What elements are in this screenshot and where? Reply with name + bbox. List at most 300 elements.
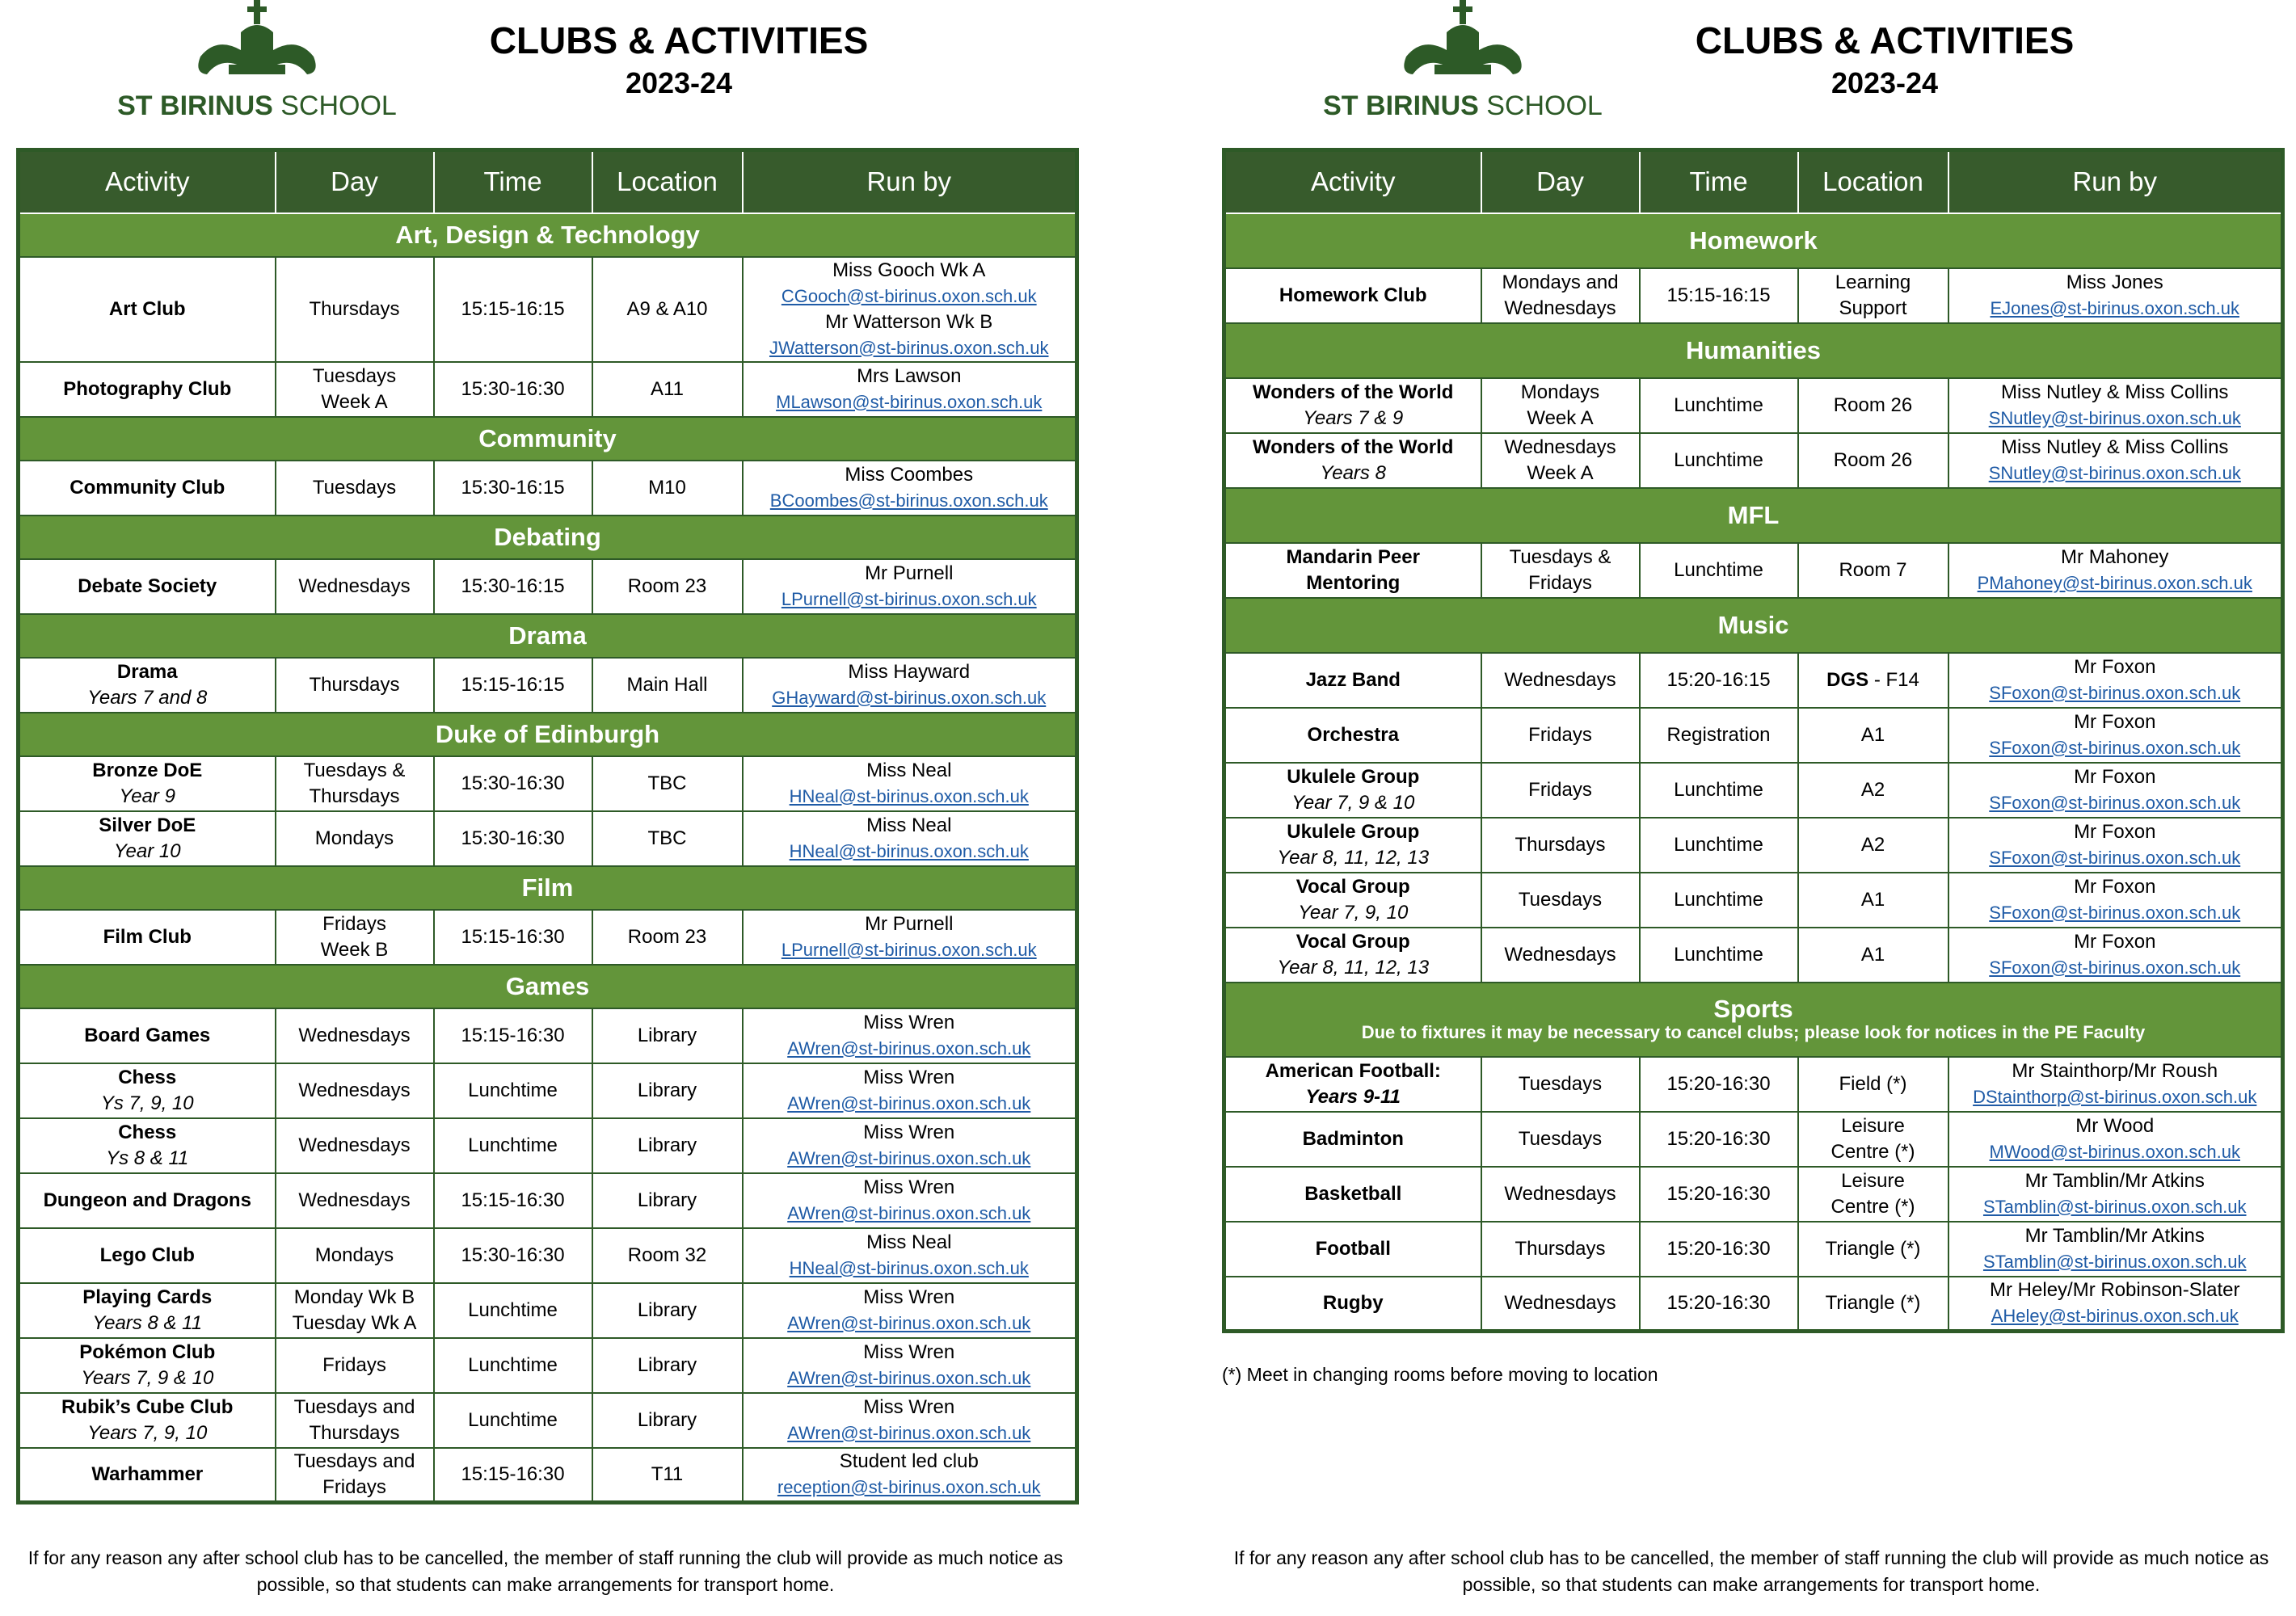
- school-name-bold: ST BIRINUS: [117, 90, 273, 121]
- location-text: M10: [648, 476, 686, 499]
- staff-email-link[interactable]: STamblin@st-birinus.oxon.sch.uk: [1982, 1196, 2247, 1217]
- table-row: [1224, 818, 2283, 873]
- staff-email-link[interactable]: SNutley@st-birinus.oxon.sch.uk: [1988, 407, 2241, 428]
- day-cell: Thursdays: [1481, 1222, 1640, 1277]
- activity-year-group: Years 7 & 9: [1303, 406, 1404, 429]
- time-cell: 15:20-16:30: [1640, 1277, 1798, 1332]
- category-label: Homework: [1689, 225, 1818, 255]
- staff-name: Miss Nutley & Miss Collins: [2001, 381, 2229, 403]
- staff-name: Mr Foxon: [2074, 710, 2156, 733]
- location-cell: [592, 1008, 743, 1063]
- location-cell: [592, 1448, 743, 1503]
- location-text: A9 & A10: [626, 297, 708, 320]
- activity-name: Homework Club: [1279, 284, 1427, 306]
- time-cell: 15:15-16:30: [434, 1173, 592, 1228]
- staff-email-link[interactable]: LPurnell@st-birinus.oxon.sch.uk: [781, 588, 1037, 609]
- time-cell: 15:15-16:30: [434, 910, 592, 965]
- category-label: MFL: [1727, 500, 1780, 529]
- staff-name: Mr Foxon: [2074, 765, 2156, 788]
- activity-cell: [1224, 928, 1481, 983]
- header-day: Day: [1481, 150, 1640, 213]
- category-row: [1224, 488, 2283, 543]
- location-cell: [592, 461, 743, 516]
- activity-year-group: Years 7, 9 & 10: [81, 1366, 214, 1389]
- header-time: Time: [434, 150, 592, 213]
- activity-name: Chess: [118, 1066, 177, 1088]
- page-right: [1222, 0, 2281, 1616]
- run-by-cell: [1948, 1057, 2283, 1112]
- run-by-cell: [743, 1228, 1077, 1283]
- category-label: Art, Design & Technology: [395, 220, 700, 249]
- run-by-cell: [743, 756, 1077, 811]
- staff-email-link[interactable]: PMahoney@st-birinus.oxon.sch.uk: [1977, 572, 2252, 593]
- activity-cell: [19, 257, 276, 362]
- time-cell: 15:30-16:15: [434, 559, 592, 614]
- activity-name: Jazz Band: [1305, 668, 1401, 691]
- activity-cell: [1224, 543, 1481, 598]
- time-cell: Lunchtime: [1640, 818, 1798, 873]
- table-row: [19, 658, 1077, 713]
- category-label: Drama: [508, 621, 587, 650]
- activity-cell: [19, 1283, 276, 1338]
- time-cell: 15:30-16:15: [434, 461, 592, 516]
- schedule-table-left: [16, 148, 1079, 1504]
- page-header: [1222, 0, 2281, 145]
- day-cell: Thursdays: [1481, 818, 1640, 873]
- activity-name: Wonders of the World: [1253, 436, 1454, 458]
- run-by-cell: [1948, 378, 2283, 433]
- activity-year-group: Year 8, 11, 12, 13: [1277, 846, 1430, 869]
- day-cell: Tuesdays and Thursdays: [276, 1393, 434, 1448]
- staff-email-link[interactable]: SFoxon@st-birinus.oxon.sch.uk: [1989, 682, 2241, 703]
- location-cell: [592, 1173, 743, 1228]
- table-row: [1224, 653, 2283, 708]
- activity-cell: [1224, 378, 1481, 433]
- time-cell: 15:20-16:30: [1640, 1222, 1798, 1277]
- category-row: [19, 965, 1077, 1008]
- staff-email-link[interactable]: reception@st-birinus.oxon.sch.uk: [777, 1476, 1041, 1497]
- activity-name: Community Club: [70, 476, 225, 499]
- activity-cell: [19, 559, 276, 614]
- location-cell: [1798, 653, 1948, 708]
- activity-cell: [1224, 433, 1481, 488]
- header-location: Location: [592, 150, 743, 213]
- table-row: [19, 1338, 1077, 1393]
- time-cell: Registration: [1640, 708, 1798, 763]
- day-cell: Wednesdays Week A: [1481, 433, 1640, 488]
- location-text: A1: [1860, 723, 1885, 746]
- location-text: TBC: [647, 772, 687, 794]
- time-cell: 15:30-16:30: [434, 756, 592, 811]
- page-left: [16, 0, 1075, 1616]
- day-cell: Tuesdays and Fridays: [276, 1448, 434, 1503]
- activity-name: Mandarin Peer Mentoring: [1286, 545, 1420, 594]
- time-cell: Lunchtime: [434, 1338, 592, 1393]
- staff-email-link[interactable]: BCoombes@st-birinus.oxon.sch.uk: [769, 490, 1048, 511]
- category-label: Music: [1717, 610, 1789, 639]
- mitre-crest-icon: [184, 0, 330, 89]
- run-by-cell: [1948, 653, 2283, 708]
- activity-name: Vocal Group: [1295, 930, 1410, 953]
- staff-name: Miss Wren: [863, 1176, 955, 1198]
- location-building: DGS: [1826, 668, 1869, 691]
- location-cell: [592, 1063, 743, 1118]
- staff-email-link[interactable]: SFoxon@st-birinus.oxon.sch.uk: [1989, 847, 2241, 868]
- run-by-cell: [1948, 1277, 2283, 1332]
- activity-name: Warhammer: [91, 1462, 204, 1485]
- header-activity: Activity: [19, 150, 276, 213]
- location-cell: [592, 1228, 743, 1283]
- location-cell: [592, 362, 743, 417]
- activity-cell: [1224, 1222, 1481, 1277]
- run-by-cell: [743, 362, 1077, 417]
- time-cell: 15:20-16:30: [1640, 1112, 1798, 1167]
- activity-name: Playing Cards: [82, 1286, 213, 1308]
- time-cell: Lunchtime: [1640, 543, 1798, 598]
- table-row: [1224, 763, 2283, 818]
- staff-name: Miss Neal: [866, 814, 952, 836]
- table-row: [19, 811, 1077, 866]
- location-text: Room 26: [1833, 393, 1913, 416]
- activity-name: Pokémon Club: [79, 1340, 216, 1363]
- activity-cell: [1224, 653, 1481, 708]
- location-text: Leisure Centre (*): [1830, 1169, 1915, 1218]
- run-by-cell: [1948, 543, 2283, 598]
- category-row: [1224, 213, 2283, 268]
- staff-name: Miss Wren: [863, 1121, 955, 1143]
- table-row: [19, 1283, 1077, 1338]
- staff-name: Miss Neal: [866, 759, 952, 781]
- staff-name: Miss Jones: [2066, 271, 2163, 293]
- activity-year-group: Years 7, 9, 10: [87, 1421, 208, 1444]
- time-cell: Lunchtime: [1640, 433, 1798, 488]
- staff-name: Mr Tamblin/Mr Atkins: [2024, 1169, 2205, 1192]
- time-cell: 15:15-16:30: [434, 1448, 592, 1503]
- staff-name: Mr Tamblin/Mr Atkins: [2024, 1224, 2205, 1247]
- time-cell: Lunchtime: [1640, 378, 1798, 433]
- activity-cell: [19, 1063, 276, 1118]
- activity-name: Art Club: [108, 297, 186, 320]
- run-by-cell: [743, 461, 1077, 516]
- activity-name: American Football:: [1265, 1059, 1441, 1082]
- table-row: [19, 257, 1077, 362]
- location-cell: [1798, 708, 1948, 763]
- day-cell: Monday Wk B Tuesday Wk A: [276, 1283, 434, 1338]
- activity-cell: [19, 1228, 276, 1283]
- location-cell: [592, 811, 743, 866]
- location-text: Room 23: [627, 574, 707, 597]
- location-text: Library: [637, 1298, 697, 1321]
- run-by-cell: [743, 1393, 1077, 1448]
- staff-email-link[interactable]: SFoxon@st-birinus.oxon.sch.uk: [1989, 737, 2241, 758]
- staff-email-link[interactable]: MWood@st-birinus.oxon.sch.uk: [1989, 1141, 2240, 1162]
- staff-name: Mr Wood: [2075, 1114, 2155, 1137]
- activity-cell: [19, 1393, 276, 1448]
- staff-name: Mr Heley/Mr Robinson-Slater: [1990, 1278, 2240, 1301]
- staff-name: Miss Neal: [866, 1231, 952, 1253]
- run-by-cell: [1948, 268, 2283, 323]
- time-cell: 15:20-16:15: [1640, 653, 1798, 708]
- table-row: [19, 1008, 1077, 1063]
- header-location: Location: [1798, 150, 1948, 213]
- cancellation-footnote: If for any reason any after school club has to be cancelled, the member of staff running the club will provide as much notice as possible, so that students can make arrangements for transport home.: [1233, 1547, 2269, 1595]
- table-row: [19, 756, 1077, 811]
- school-name-rest: SCHOOL: [1478, 90, 1603, 121]
- location-cell: [1798, 873, 1948, 928]
- location-cell: [1798, 1167, 1948, 1222]
- staff-name: Student led club: [839, 1450, 979, 1472]
- run-by-cell: [743, 257, 1077, 362]
- location-text: Room 26: [1833, 448, 1913, 471]
- school-logo: [112, 0, 402, 129]
- run-by-cell: [1948, 1167, 2283, 1222]
- location-cell: [1798, 1112, 1948, 1167]
- activity-name: Chess: [118, 1121, 177, 1143]
- activity-name: Dungeon and Dragons: [43, 1189, 251, 1211]
- day-cell: Wednesdays: [276, 1118, 434, 1173]
- run-by-cell: [743, 811, 1077, 866]
- table-header-row: [19, 150, 1077, 213]
- staff-email-link[interactable]: HNeal@st-birinus.oxon.sch.uk: [789, 840, 1029, 861]
- activity-cell: [1224, 1277, 1481, 1332]
- run-by-cell: [1948, 763, 2283, 818]
- day-cell: Wednesdays: [1481, 1167, 1640, 1222]
- run-by-cell: [743, 910, 1077, 965]
- time-cell: Lunchtime: [434, 1063, 592, 1118]
- location-text: Library: [637, 1408, 697, 1431]
- location-text: T11: [651, 1462, 684, 1485]
- table-row: [19, 1393, 1077, 1448]
- activity-name: Wonders of the World: [1253, 381, 1454, 403]
- day-cell: Tuesdays & Fridays: [1481, 543, 1640, 598]
- staff-email-link[interactable]: LPurnell@st-birinus.oxon.sch.uk: [781, 939, 1037, 960]
- activity-cell: [19, 1448, 276, 1503]
- time-cell: Lunchtime: [434, 1118, 592, 1173]
- category-row: [19, 417, 1077, 461]
- location-text: Field (*): [1839, 1072, 1907, 1095]
- table-row: [19, 1228, 1077, 1283]
- day-cell: Tuesdays: [1481, 1057, 1640, 1112]
- day-cell: Wednesdays: [1481, 653, 1640, 708]
- location-cell: [1798, 1057, 1948, 1112]
- staff-email-link[interactable]: AWren@st-birinus.oxon.sch.uk: [787, 1037, 1031, 1058]
- location-cell: [592, 257, 743, 362]
- page-header: [16, 0, 1075, 145]
- staff-email-link[interactable]: SFoxon@st-birinus.oxon.sch.uk: [1989, 902, 2241, 923]
- cancellation-footnote: If for any reason any after school club has to be cancelled, the member of staff running the club will provide as much notice as possible, so that students can make arrangements for transport home.: [27, 1547, 1064, 1595]
- category-label: Community: [478, 423, 617, 452]
- staff-name: Mr Mahoney: [2061, 545, 2169, 568]
- time-cell: 15:15-16:15: [1640, 268, 1798, 323]
- time-cell: 15:30-16:30: [434, 1228, 592, 1283]
- activity-name: Drama: [116, 660, 178, 683]
- run-by-cell: [1948, 928, 2283, 983]
- staff-email-link[interactable]: GHayward@st-birinus.oxon.sch.uk: [772, 687, 1047, 708]
- staff-name: Miss Wren: [863, 1286, 955, 1308]
- table-row: [1224, 1277, 2283, 1332]
- location-cell: [592, 559, 743, 614]
- location-cell: [1798, 1222, 1948, 1277]
- staff-email-link[interactable]: SFoxon@st-birinus.oxon.sch.uk: [1989, 792, 2241, 813]
- category-row: [1224, 983, 2283, 1057]
- location-cell: [1798, 763, 1948, 818]
- day-cell: Tuesdays: [1481, 1112, 1640, 1167]
- location-cell: [1798, 268, 1948, 323]
- run-by-cell: [743, 1448, 1077, 1503]
- staff-email-link[interactable]: STamblin@st-birinus.oxon.sch.uk: [1982, 1251, 2247, 1272]
- school-name-rest: SCHOOL: [272, 90, 397, 121]
- category-row: [1224, 598, 2283, 653]
- staff-email-link[interactable]: SNutley@st-birinus.oxon.sch.uk: [1988, 462, 2241, 483]
- activity-cell: [19, 461, 276, 516]
- activity-name: Silver DoE: [99, 814, 196, 836]
- location-text: A1: [1860, 943, 1885, 966]
- staff-email-link[interactable]: HNeal@st-birinus.oxon.sch.uk: [789, 785, 1029, 806]
- school-name-bold: ST BIRINUS: [1323, 90, 1479, 121]
- staff-email-link[interactable]: SFoxon@st-birinus.oxon.sch.uk: [1989, 957, 2241, 978]
- staff-email-link[interactable]: AWren@st-birinus.oxon.sch.uk: [787, 1367, 1031, 1388]
- staff-email-link[interactable]: AWren@st-birinus.oxon.sch.uk: [787, 1422, 1031, 1443]
- header-activity: Activity: [1224, 150, 1481, 213]
- day-cell: Mondays and Wednesdays: [1481, 268, 1640, 323]
- time-cell: Lunchtime: [1640, 763, 1798, 818]
- staff-name: Miss Gooch Wk A: [832, 259, 986, 281]
- staff-name: Mr Purnell: [865, 562, 954, 584]
- staff-email-link[interactable]: JWatterson@st-birinus.oxon.sch.uk: [769, 337, 1049, 358]
- location-cell: [1798, 433, 1948, 488]
- run-by-cell: [1948, 873, 2283, 928]
- table-row: [1224, 378, 2283, 433]
- run-by-cell: [1948, 818, 2283, 873]
- run-by-cell: [743, 1063, 1077, 1118]
- activity-name: Board Games: [84, 1024, 211, 1046]
- activity-year-group: Ys 8 & 11: [106, 1147, 189, 1169]
- day-cell: Mondays: [276, 1228, 434, 1283]
- table-row: [19, 559, 1077, 614]
- staff-email-link[interactable]: AWren@st-birinus.oxon.sch.uk: [787, 1202, 1031, 1223]
- location-cell: [592, 910, 743, 965]
- location-text: Room 7: [1839, 558, 1907, 581]
- activity-name: Ukulele Group: [1287, 820, 1420, 843]
- category-note: Due to fixtures it may be necessary to cancel clubs; please look for notices in the PE Faculty: [1361, 1021, 2146, 1042]
- run-by-cell: [1948, 708, 2283, 763]
- day-cell: Fridays Week B: [276, 910, 434, 965]
- activity-cell: [19, 1118, 276, 1173]
- location-text: Library: [637, 1079, 697, 1101]
- page-year: 2023-24: [1830, 66, 1939, 99]
- staff-name: Mrs Lawson: [857, 364, 962, 387]
- category-label: Games: [505, 971, 590, 1000]
- staff-email-link[interactable]: AWren@st-birinus.oxon.sch.uk: [787, 1092, 1031, 1113]
- activity-year-group: Year 10: [113, 840, 181, 862]
- activity-year-group: Years 8: [1320, 461, 1386, 484]
- header-time: Time: [1640, 150, 1798, 213]
- page-title: CLUBS & ACTIVITIES: [489, 19, 869, 61]
- activity-name: Photography Club: [63, 377, 232, 400]
- staff-email-link[interactable]: AWren@st-birinus.oxon.sch.uk: [787, 1147, 1031, 1168]
- activity-name: Rugby: [1322, 1291, 1384, 1314]
- location-cell: [1798, 818, 1948, 873]
- time-cell: Lunchtime: [434, 1393, 592, 1448]
- staff-name: Mr Foxon: [2074, 930, 2156, 953]
- location-text: A2: [1860, 778, 1885, 801]
- day-cell: Mondays: [276, 811, 434, 866]
- table-row: [1224, 1167, 2283, 1222]
- table-row: [1224, 708, 2283, 763]
- activity-year-group: Years 7 and 8: [87, 686, 208, 709]
- staff-email-link[interactable]: HNeal@st-birinus.oxon.sch.uk: [789, 1257, 1029, 1278]
- activity-cell: [1224, 818, 1481, 873]
- table-row: [19, 1063, 1077, 1118]
- day-cell: Wednesdays: [1481, 928, 1640, 983]
- header-day: Day: [276, 150, 434, 213]
- staff-name: Miss Wren: [863, 1395, 955, 1418]
- category-label: Sports: [1713, 994, 1793, 1023]
- header-run-by: Run by: [743, 150, 1077, 213]
- table-row: [1224, 543, 2283, 598]
- run-by-cell: [743, 1118, 1077, 1173]
- activity-cell: [1224, 268, 1481, 323]
- time-cell: 15:30-16:30: [434, 362, 592, 417]
- activity-cell: [19, 811, 276, 866]
- staff-email-link[interactable]: MLawson@st-birinus.oxon.sch.uk: [776, 391, 1043, 412]
- staff-email-link[interactable]: AWren@st-birinus.oxon.sch.uk: [787, 1312, 1031, 1333]
- day-cell: Wednesdays: [276, 1008, 434, 1063]
- meeting-point-note: (*) Meet in changing rooms before moving to location: [1222, 1364, 1658, 1385]
- run-by-cell: [1948, 1112, 2283, 1167]
- time-cell: Lunchtime: [1640, 928, 1798, 983]
- activity-cell: [1224, 1112, 1481, 1167]
- staff-name: Mr Foxon: [2074, 875, 2156, 898]
- table-row: [1224, 1112, 2283, 1167]
- activity-cell: [1224, 873, 1481, 928]
- day-cell: Wednesdays: [276, 1173, 434, 1228]
- activity-year-group: Year 8, 11, 12, 13: [1277, 956, 1430, 978]
- staff-name: Miss Wren: [863, 1066, 955, 1088]
- time-cell: Lunchtime: [1640, 873, 1798, 928]
- activity-cell: [19, 756, 276, 811]
- activity-cell: [19, 658, 276, 713]
- table-row: [1224, 873, 2283, 928]
- activity-name: Orchestra: [1307, 723, 1399, 746]
- location-cell: [1798, 1277, 1948, 1332]
- activity-name: Bronze DoE: [92, 759, 203, 781]
- day-cell: Tuesdays & Thursdays: [276, 756, 434, 811]
- run-by-cell: [1948, 1222, 2283, 1277]
- activity-year-group: Year 7, 9, 10: [1298, 901, 1409, 924]
- location-text: Room 23: [627, 925, 707, 948]
- staff-email-link[interactable]: DStainthorp@st-birinus.oxon.sch.uk: [1973, 1086, 2257, 1107]
- run-by-cell: [743, 1173, 1077, 1228]
- staff-name: Miss Nutley & Miss Collins: [2001, 436, 2229, 458]
- staff-email-link[interactable]: EJones@st-birinus.oxon.sch.uk: [1990, 297, 2239, 318]
- staff-email-link[interactable]: CGooch@st-birinus.oxon.sch.uk: [781, 285, 1037, 306]
- time-cell: Lunchtime: [434, 1283, 592, 1338]
- time-cell: 15:20-16:30: [1640, 1167, 1798, 1222]
- table-header-row: [1224, 150, 2283, 213]
- day-cell: Wednesdays: [1481, 1277, 1640, 1332]
- staff-email-link[interactable]: AHeley@st-birinus.oxon.sch.uk: [1991, 1305, 2239, 1326]
- location-cell: [1798, 928, 1948, 983]
- table-row: [1224, 433, 2283, 488]
- mitre-crest-icon: [1390, 0, 1536, 89]
- activity-name: Basketball: [1304, 1182, 1402, 1205]
- day-cell: Mondays Week A: [1481, 378, 1640, 433]
- day-cell: Fridays: [276, 1338, 434, 1393]
- time-cell: 15:15-16:15: [434, 658, 592, 713]
- category-row: [19, 213, 1077, 257]
- activity-cell: [19, 910, 276, 965]
